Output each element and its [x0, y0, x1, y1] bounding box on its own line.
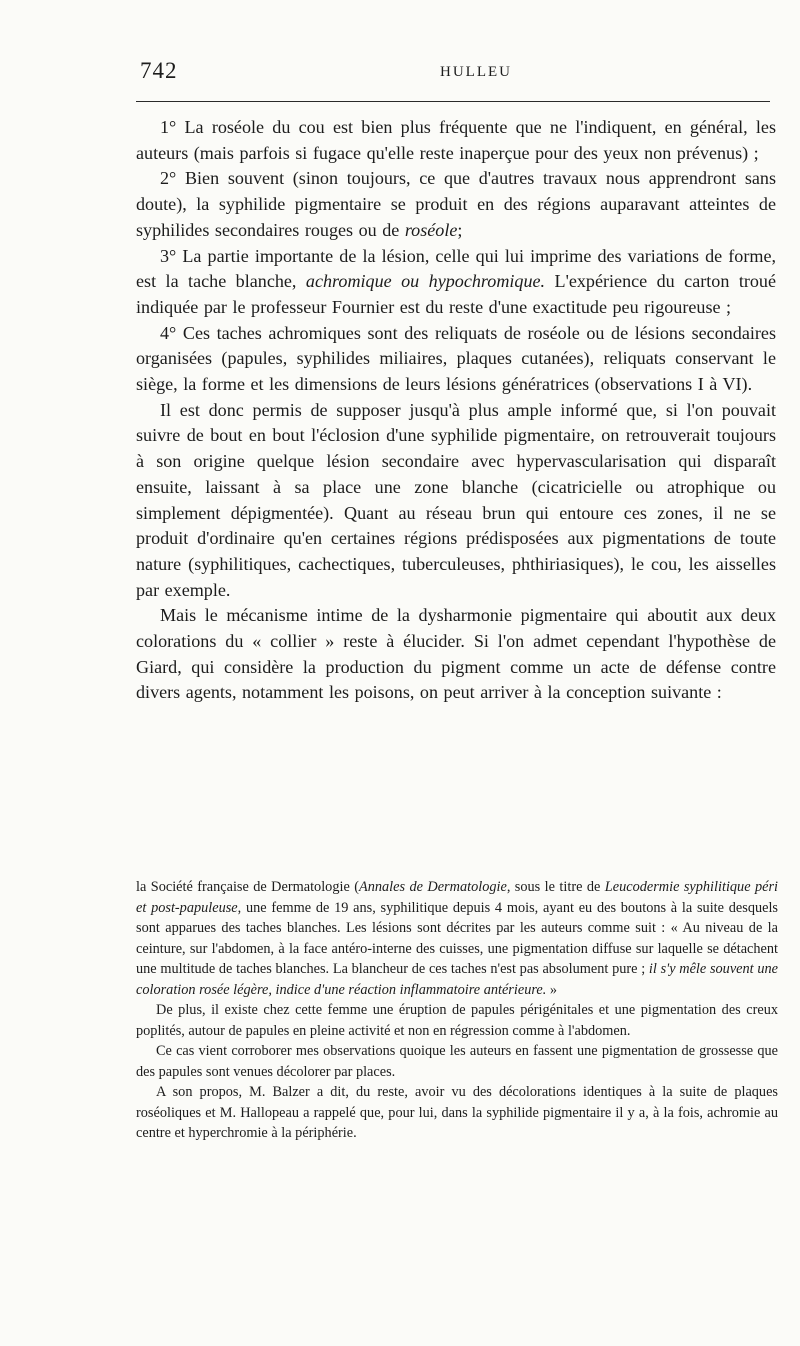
footnote-2: De plus, il existe chez cette femme une éruption de papules périgénitales et une pigmentation des creux poplités, autour de papules en pleine activité et non en régression comme à l'abdomen.	[136, 1002, 778, 1039]
page-number: 742	[140, 58, 178, 83]
footnote-4: A son propos, M. Balzer a dit, du reste, avoir vu des décolorations identiques à la suite de plaques roséoliques et M. Hallopeau a rappelé que, pour lui, dans la syphilide pigmentaire il y a, à la fois, achromie au centre et hyperchromie à la périphérie.	[136, 1084, 778, 1141]
paragraph-1: 1° La roséole du cou est bien plus fréquente que ne l'indiquent, en général, les auteurs (mais parfois si fugace qu'elle reste inaperçue pour des yeux non prévenus) ;	[136, 117, 776, 163]
footnote-1-text-c: , une femme de 19 ans, syphilitique depuis 4 mois, ayant eu des boutons à la suite desquels sont apparues des taches blanches. Les lésions sont décrites par les auteurs comme suit : « Au niveau de la ceinture, sur l'abdomen, à la face antéro-interne des cuisses, une pigmentation diffuse sur laquelle se détachent une multitude de taches blanches. La blancheur de ces taches n'est pas absolument pure ;	[136, 899, 778, 977]
footnotes	[136, 877, 778, 1144]
paragraph-3-text: 3° La partie importante de la lésion, celle qui lui imprime des variations de forme, est la tache blanche,	[136, 245, 776, 292]
footnote-1-text-d: »	[546, 981, 558, 998]
paragraph-2-end: ;	[457, 219, 463, 240]
paragraph-3-italic: achromique ou hypochromique.	[305, 271, 546, 292]
page-header	[136, 58, 770, 98]
footnote-1-quote-italic: il s'y mêle souvent une coloration rosée légère, indice d'une réaction inflammatoire antérieure.	[136, 961, 778, 998]
running-title: HULLEU	[440, 64, 512, 80]
paragraph-2-text: 2° Bien souvent (sinon toujours, ce que d'autres travaux nous apprendront sans doute), la syphilide pigmentaire se produit en des régions auparavant atteintes de syphilides secondaires rouges ou de	[136, 168, 776, 240]
footnote-1-text-a: la Société française de Dermatologie (	[136, 879, 359, 895]
paragraph-5: Il est donc permis de supposer jusqu'à plus ample informé que, si l'on pouvait suivre de bout en bout l'éclosion d'une syphilide pigmentaire, on retrouverait toujours à son origine quelque lésion secondaire avec hypervascularisation qui disparaît ensuite, laissant à sa place une zone blanche (cicatricielle ou atrophique ou simplement dépigmentée). Quant au réseau brun qui entoure ces zones, il ne se produit d'ordinaire qu'en certaines régions prédisposées aux pigmentations de toute nature (syphilitiques, cachectiques, tuberculeuses, phthiriasiques), le cou, les aisselles par exemple.	[136, 399, 776, 600]
footnote-1-title: Leucodermie syphilitique péri et post-papuleuse	[136, 879, 779, 916]
footnote-1-journal: Annales de Dermatologie	[358, 879, 507, 895]
footnote-1	[136, 877, 778, 1000]
paragraph-3-end: L'expérience du carton troué indiquée par le professeur Fournier est du reste d'une exactitude peu rigoureuse ;	[136, 271, 777, 317]
paragraph-2-italic: roséole	[404, 219, 458, 240]
header-rule	[136, 101, 770, 102]
main-text	[136, 115, 776, 706]
footnote-1-text-b: , sous le titre de	[506, 879, 605, 895]
paragraph-3	[136, 244, 776, 321]
footnote-3: Ce cas vient corroborer mes observations quoique les auteurs en fassent une pigmentation de grossesse que des papules sont venues décolorer par places.	[136, 1043, 778, 1080]
paragraph-6: Mais le mécanisme intime de la dysharmonie pigmentaire qui aboutit aux deux colorations du « collier » reste à élucider. Si l'on admet cependant l'hypothèse de Giard, qui considère la production du pigment comme un acte de défense contre divers agents, notamment les poisons, on peut arriver à la conception suivante :	[136, 605, 776, 703]
paragraph-4: 4° Ces taches achromiques sont des reliquats de roséole ou de lésions secondaires organisées (papules, syphilides miliaires, plaques cutanées), reliquats conservant le siège, la forme et les dimensions de leurs lésions génératrices (observations I à VI).	[136, 322, 776, 395]
paragraph-2	[136, 166, 776, 243]
